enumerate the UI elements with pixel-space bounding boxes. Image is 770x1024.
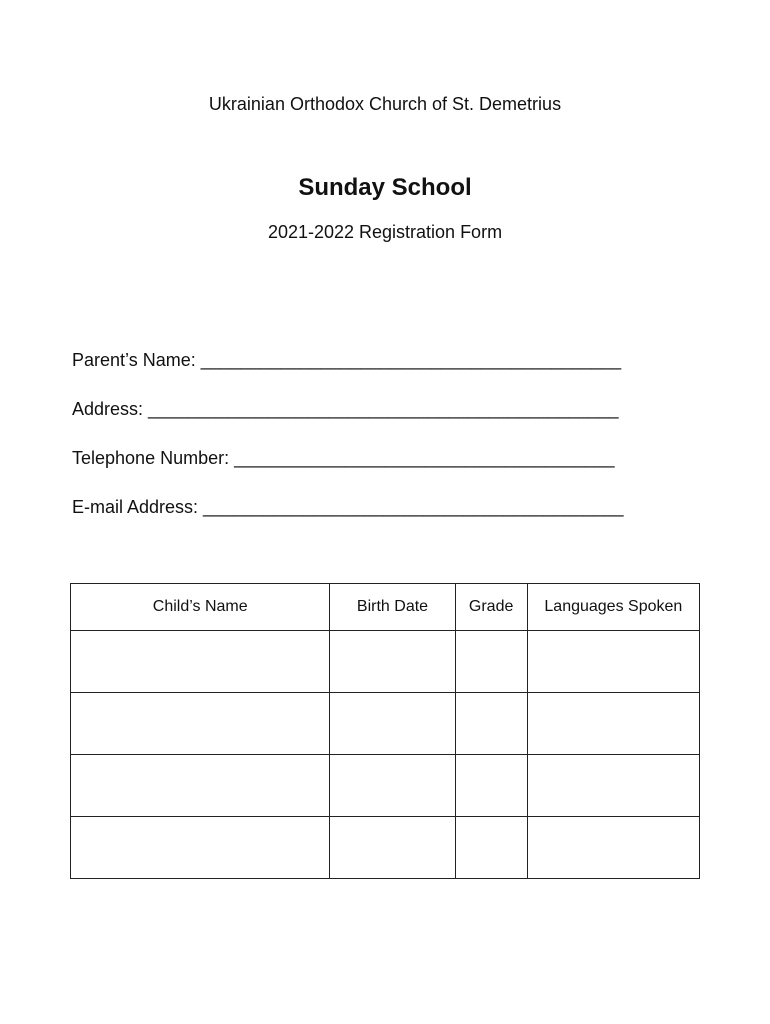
grade-cell[interactable] xyxy=(455,631,527,693)
child-name-cell[interactable] xyxy=(71,693,330,755)
table-row xyxy=(71,755,700,817)
languages-spoken-cell[interactable] xyxy=(527,693,699,755)
organization-name: Ukrainian Orthodox Church of St. Demetrius xyxy=(208,94,562,114)
column-header-child-name: Child’s Name xyxy=(71,584,330,631)
grade-cell[interactable] xyxy=(455,817,527,879)
child-name-cell[interactable] xyxy=(71,631,330,693)
form-subtitle: 2021-2022 Registration Form xyxy=(267,222,503,242)
column-header-languages-spoken: Languages Spoken xyxy=(527,584,699,631)
birth-date-cell[interactable] xyxy=(330,817,455,879)
telephone-field[interactable]: Telephone Number: ______________________________________ xyxy=(72,448,615,468)
languages-spoken-cell[interactable] xyxy=(527,755,699,817)
children-table xyxy=(70,583,700,879)
grade-cell[interactable] xyxy=(455,693,527,755)
languages-spoken-cell[interactable] xyxy=(527,817,699,879)
column-header-grade: Grade xyxy=(455,584,527,631)
birth-date-cell[interactable] xyxy=(330,631,455,693)
birth-date-cell[interactable] xyxy=(330,693,455,755)
grade-cell[interactable] xyxy=(455,755,527,817)
child-name-cell[interactable] xyxy=(71,817,330,879)
table-row xyxy=(71,693,700,755)
address-field[interactable]: Address: _______________________________________________ xyxy=(72,399,619,419)
languages-spoken-cell[interactable] xyxy=(527,631,699,693)
child-name-cell[interactable] xyxy=(71,755,330,817)
table-row xyxy=(71,631,700,693)
column-header-birth-date: Birth Date xyxy=(330,584,455,631)
email-field[interactable]: E-mail Address: __________________________________________ xyxy=(72,497,624,517)
table-header-row xyxy=(71,584,700,631)
form-title: Sunday School xyxy=(298,174,472,201)
birth-date-cell[interactable] xyxy=(330,755,455,817)
parent-name-field[interactable]: Parent’s Name: __________________________________________ xyxy=(72,350,622,370)
table-row xyxy=(71,817,700,879)
